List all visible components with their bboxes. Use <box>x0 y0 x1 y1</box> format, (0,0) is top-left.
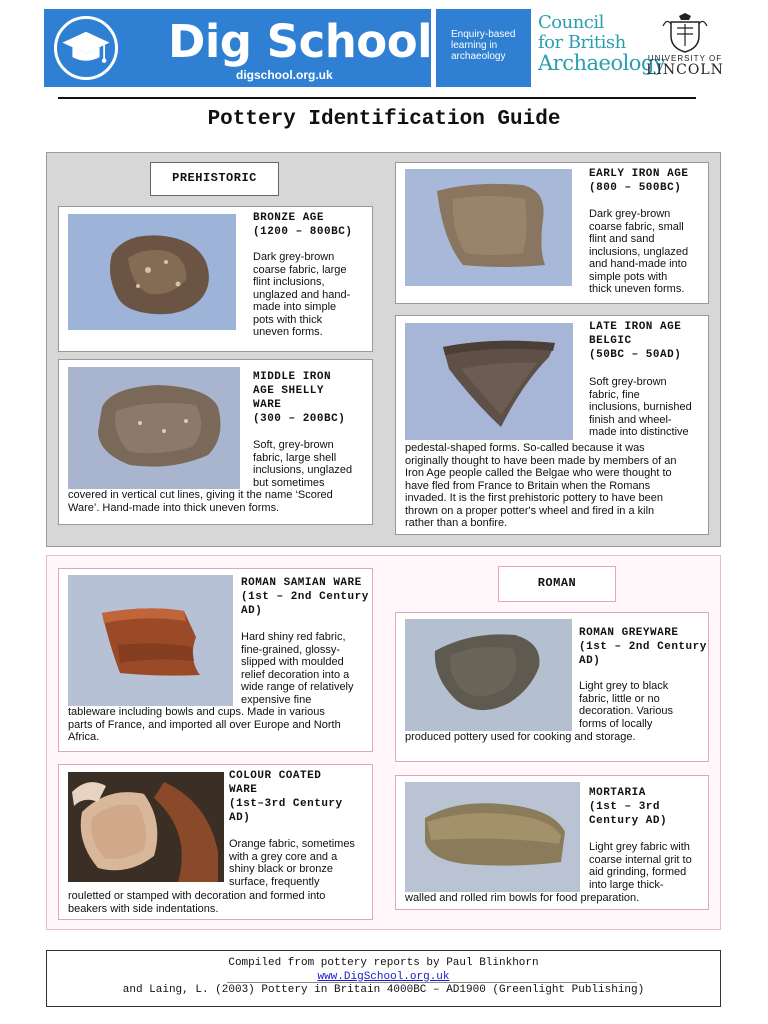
pottery-sherd-icon <box>68 367 240 489</box>
footer-credit-line: Compiled from pottery reports by Paul Blinkhorn <box>228 957 539 969</box>
roman-greyware-card <box>395 612 709 762</box>
tagline: Enquiry-based learning in archaeology <box>436 9 531 87</box>
colour-coated-ware-heading: COLOUR COATED WARE (1st–3rd Century AD) <box>229 770 343 824</box>
footer-link[interactable]: www.DigSchool.org.uk <box>317 970 450 983</box>
bronze-age-description: Dark grey-brown coarse fabric, large flint inclusions, unglazed and hand- made into simple pots with thick uneven forms. <box>253 251 351 338</box>
pottery-sherd-icon <box>68 214 236 330</box>
late-iron-age-photo <box>405 323 573 440</box>
page-title: Pottery Identification Guide <box>207 108 561 131</box>
header-divider <box>58 97 696 99</box>
graduation-cap-icon <box>54 16 118 80</box>
pottery-sherd-icon <box>405 619 572 731</box>
pottery-sherd-icon <box>405 323 573 440</box>
mortaria-description: Light grey fabric with coarse internal grit to aid grinding, formed into large thick- <box>589 841 692 891</box>
late-iron-age-card <box>395 315 709 535</box>
pottery-sherd-icon <box>68 772 224 882</box>
crest-icon <box>659 12 711 54</box>
cba-logo: Council for British Archaeology <box>538 12 666 75</box>
pottery-sherd-icon <box>68 575 233 706</box>
late-iron-age-heading: LATE IRON AGE BELGIC (50BC – 50AD) <box>589 321 682 361</box>
middle-iron-age-description: Soft, grey-brown fabric, large shell inclusions, unglazed but sometimes <box>253 439 353 489</box>
colour-coated-ware-photo <box>68 772 224 882</box>
bronze-age-card <box>58 206 373 352</box>
roman-greyware-description-continued: produced pottery used for cooking and storage. <box>405 731 636 743</box>
footer-divider <box>227 982 637 983</box>
university-of-lincoln-logo: UNIVERSITY OF LINCOLN <box>644 12 726 77</box>
roman-greyware-photo <box>405 619 572 731</box>
mortaria-photo <box>405 782 580 892</box>
samian-ware-heading: ROMAN SAMIAN WARE (1st – 2nd Century AD) <box>241 577 369 617</box>
bronze-age-heading: BRONZE AGE (1200 – 800BC) <box>253 212 353 238</box>
colour-coated-ware-description: Orange fabric, sometimes with a grey core and a shiny black or bronze surface, frequently <box>229 838 355 888</box>
footer-reference: and Laing, L. (2003) Pottery in Britain 4000BC – AD1900 (Greenlight Publishing) <box>122 984 645 996</box>
samian-ware-description-continued: tableware including bowls and cups. Made in various parts of France, and imported all over Europe and North Africa. <box>68 706 341 743</box>
samian-ware-description: Hard shiny red fabric, fine-grained, glossy- slipped with moulded relief decoration into a wide range of relatively expensive fine <box>241 631 354 706</box>
roman-greyware-description: Light grey to black fabric, little or no decoration. Various forms of locally <box>579 680 673 730</box>
middle-iron-age-card <box>58 359 373 525</box>
middle-iron-age-description-continued: covered in vertical cut lines, giving it the name ‘Scored Ware’. Hand-made into thick uneven forms. <box>68 489 333 514</box>
site-url[interactable]: digschool.org.uk <box>236 68 333 82</box>
early-iron-age-photo <box>405 169 572 286</box>
bronze-age-photo <box>68 214 236 330</box>
prehistoric-label: PREHISTORIC <box>150 162 279 196</box>
pottery-sherd-icon <box>405 169 572 286</box>
early-iron-age-card <box>395 162 709 304</box>
pottery-sherd-icon <box>405 782 580 892</box>
samian-ware-photo <box>68 575 233 706</box>
site-title: Dig School <box>168 15 433 68</box>
samian-ware-card <box>58 568 373 752</box>
mortaria-heading: MORTARIA (1st – 3rd Century AD) <box>589 787 668 827</box>
dig-school-banner <box>44 9 431 87</box>
roman-label: ROMAN <box>498 566 616 602</box>
late-iron-age-description: Soft grey-brown fabric, fine inclusions, burnished finish and wheel- made into distinctive <box>589 376 692 438</box>
footer-credits <box>46 950 721 1007</box>
colour-coated-ware-description-continued: rouletted or stamped with decoration and formed into beakers with side indentations. <box>68 890 326 915</box>
roman-greyware-heading: ROMAN GREYWARE (1st – 2nd Century AD) <box>579 627 707 667</box>
late-iron-age-description-continued: pedestal-shaped forms. So-called because it was originally thought to have been made by members of an Iron Age people called the Belgae who were thought to have fled from France to Britain when the Romans invaded. It is the first prehistoric pottery to have been thrown on a proper potter's wheel and fired in a kiln rather than a bonfire. <box>405 442 677 529</box>
mortaria-description-continued: walled and rolled rim bowls for food preparation. <box>405 892 640 904</box>
middle-iron-age-photo <box>68 367 240 489</box>
middle-iron-age-heading: MIDDLE IRON AGE SHELLY WARE (300 – 200BC) <box>253 371 346 425</box>
colour-coated-ware-card <box>58 764 373 920</box>
early-iron-age-heading: EARLY IRON AGE (800 – 500BC) <box>589 168 689 194</box>
mortaria-card <box>395 775 709 910</box>
early-iron-age-description: Dark grey-brown coarse fabric, small flint and sand inclusions, unglazed and hand-made into simple pots with thick uneven forms. <box>589 208 689 295</box>
